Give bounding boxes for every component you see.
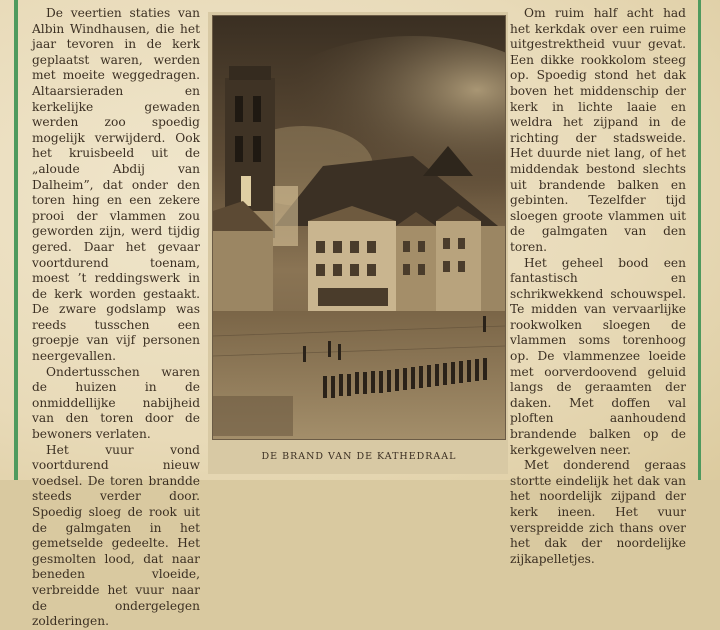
paragraph: De veertien staties van Albin Windhausen, die het jaar tevoren in de kerk geplaatst waren, werden met moeite weggedragen. Altaarsieraden en kerkelijke gewaden werden zoo spoedig mogelijk verwijderd. Ook het kruisbeeld uit de „aloude Abdij van Dalheim”, dat onder den toren hing en een zekere prooi der vlammen zou geworden zijn, werd tijdig gered. Daar het gevaar voortdurend toenam, moest ’t reddingswerk in de kerk worden gestaakt. De zware godslamp was reeds tusschen een groepje van vijf personen neergevallen. xyxy=(32,6,200,364)
facades xyxy=(308,206,505,311)
paragraph: Ondertusschen waren de huizen in de onmiddellijke nabijheid van den toren door de bewoners verlaten. xyxy=(32,364,200,442)
paragraph: Met donderend geraas stortte eindelijk het dak van het noordelijk zijpand der kerk ineen. Het vuur verspreidde zich thans over het dak der noordelijke zijkapelletjes. xyxy=(510,458,686,566)
cathedral-fire-photo xyxy=(212,15,506,440)
right-border-rule xyxy=(698,0,701,480)
right-text-column xyxy=(510,6,686,567)
photo-caption: DE BRAND VAN DE KATHEDRAAL xyxy=(261,451,457,462)
paragraph: Het geheel bood een fantastisch en schrikwekkend schouwspel. Te midden van vervaarlijke rookwolken sloegen de vlammen soms torenhoog op. De vlammenzee loeide met oorverdoovend geluid langs de geraamten der daken. Met doffen val ploften aanhoudend brandende balken op de kerkgewelven neer. xyxy=(510,255,686,457)
paragraph: Het vuur vond voortdurend nieuw voedsel. De toren brandde steeds verder door. Spoedig sloeg de rook uit de galmgaten in het gemetselde gedeelte. Het gesmolten lood, dat naar beneden vloeide, verbreidde het vuur naar de ondergelegen zolderingen. xyxy=(32,442,200,629)
left-border-rule xyxy=(14,0,18,480)
left-text-column xyxy=(32,6,200,630)
paragraph: Om ruim half acht had het kerkdak over een ruime uitgestrektheid vuur gevat. Een dikke rookkolom steeg op. Spoedig stond het dak boven het middenschip der kerk in lichte laaie en weldra het zijpand in de richting der stadsweide. Het duurde niet lang, of het middendak bestond slechts uit brandende balken en gebinten. Tezelfder tijd sloegen groote vlammen uit de galmgaten van den toren. xyxy=(510,6,686,254)
